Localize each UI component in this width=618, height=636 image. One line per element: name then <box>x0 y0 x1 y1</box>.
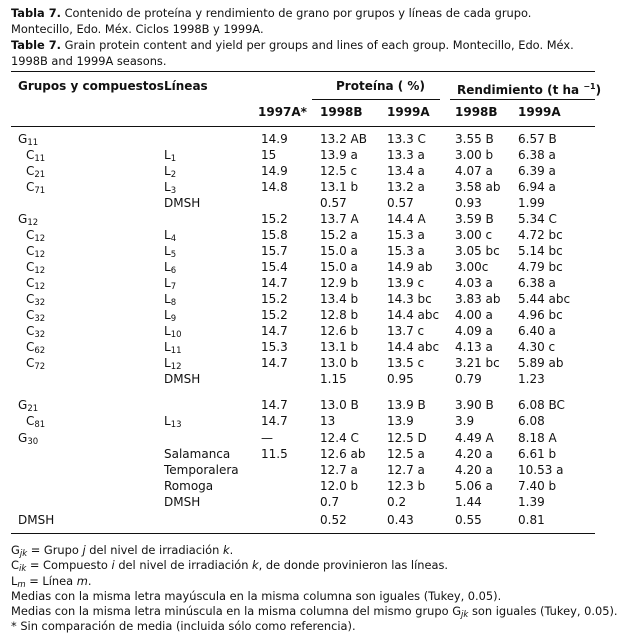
value-r99: 6.38 a <box>518 148 556 162</box>
value-p98: 0.57 <box>320 196 347 210</box>
line-subscript: 13 <box>170 420 182 430</box>
line-subscript: 6 <box>170 266 177 276</box>
value-r99: 1.39 <box>518 495 545 509</box>
group-subscript: 21 <box>27 404 39 414</box>
value-p99: 13.9 B <box>387 398 426 412</box>
value-r99: 6.39 a <box>518 164 556 178</box>
line-subscript: 8 <box>170 298 177 308</box>
group-letter: C <box>26 356 35 370</box>
group-subscript: 32 <box>34 314 46 324</box>
group-cell <box>18 513 54 528</box>
value-p99: 14.3 bc <box>387 292 432 306</box>
line-letter: L <box>164 244 171 258</box>
group-subscript: 12 <box>34 234 46 244</box>
line-subscript: 2 <box>170 170 177 180</box>
group-letter: C <box>26 244 35 258</box>
line-subscript: 1 <box>170 154 177 164</box>
value-p98: 13.0 B <box>320 398 359 412</box>
value-v1997: — <box>261 431 273 445</box>
value-r98: 4.49 A <box>455 431 494 445</box>
value-p99: 14.4 A <box>387 212 426 226</box>
footnote-text: = Compuesto <box>26 558 112 572</box>
footnote-text: del nivel de irradiación <box>114 558 253 572</box>
line-letter: L <box>164 308 171 322</box>
line-cell <box>164 372 200 387</box>
value-r98: 0.93 <box>455 196 482 210</box>
value-p98: 13.7 A <box>320 212 359 226</box>
caption-en-text: Grain protein content and yield per groups and lines of each group. Montecillo, Edo. Méx. 1998B and 1999A seasons. <box>11 38 574 68</box>
line-letter: L <box>164 260 171 274</box>
line-letter: Temporalera <box>164 463 239 477</box>
value-r98: 3.83 ab <box>455 292 501 306</box>
yield-header-rule <box>450 99 595 100</box>
value-r98: 4.20 a <box>455 463 493 477</box>
header-col-1997: 1997A* <box>258 105 307 119</box>
caption-spanish <box>11 6 595 37</box>
value-v1997: 14.7 <box>261 414 288 428</box>
group-letter: G <box>18 132 28 146</box>
value-v1997: 15 <box>261 148 277 162</box>
footnote-variable: j <box>82 543 86 557</box>
header-col-yield-1998: 1998B <box>455 105 498 119</box>
value-p98: 12.6 b <box>320 324 359 338</box>
value-r98: 3.59 B <box>455 212 494 226</box>
line-cell <box>164 495 200 510</box>
value-p98: 13.9 a <box>320 148 358 162</box>
header-col-yield-1999: 1999A <box>518 105 561 119</box>
value-p98: 0.7 <box>320 495 340 509</box>
value-p99: 0.57 <box>387 196 414 210</box>
group-letter: C <box>26 260 35 274</box>
line-letter: L <box>164 180 171 194</box>
header-yield-exponent: −1 <box>583 82 596 91</box>
value-r98: 4.09 a <box>455 324 493 338</box>
value-r98: 1.44 <box>455 495 482 509</box>
value-r98: 3.21 bc <box>455 356 500 370</box>
line-subscript: 3 <box>170 186 177 196</box>
header-yield <box>457 79 601 98</box>
value-p99: 13.3 a <box>387 148 425 162</box>
footnote-text: * Sin comparación de media (incluida sólo como referencia). <box>11 619 356 633</box>
group-letter: G <box>18 212 28 226</box>
line-subscript: 4 <box>170 234 177 244</box>
footnote-variable: i <box>111 558 115 572</box>
value-p99: 12.3 b <box>387 479 426 493</box>
value-p98: 13 <box>320 414 336 428</box>
group-letter: C <box>26 324 35 338</box>
value-r99: 6.57 B <box>518 132 557 146</box>
footnote-text: = Grupo <box>27 543 83 557</box>
footnote-text: Medias con la misma letra mayúscula en la misma columna son iguales (Tukey, 0.05). <box>11 589 502 603</box>
caption-english <box>11 38 595 69</box>
value-r98: 4.20 a <box>455 447 493 461</box>
table-bottom-rule <box>11 533 595 534</box>
value-r99: 8.18 A <box>518 431 557 445</box>
group-cell <box>18 431 38 450</box>
value-r98: 5.06 a <box>455 479 493 493</box>
group-subscript: 12 <box>34 282 46 292</box>
footnote-symbol: L <box>11 574 18 588</box>
value-r98: 0.79 <box>455 372 482 386</box>
group-subscript: 12 <box>34 250 46 260</box>
value-p99: 12.5 a <box>387 447 425 461</box>
line-letter: L <box>164 324 171 338</box>
value-p98: 12.0 b <box>320 479 359 493</box>
value-p99: 13.9 <box>387 414 414 428</box>
value-r99: 4.96 bc <box>518 308 563 322</box>
value-r98: 4.07 a <box>455 164 493 178</box>
group-letter: C <box>26 308 35 322</box>
value-v1997: 15.2 <box>261 308 288 322</box>
value-p98: 15.0 a <box>320 260 358 274</box>
group-subscript: 32 <box>34 298 46 308</box>
header-groups: Grupos y compuestos <box>18 79 164 93</box>
line-letter: L <box>164 356 171 370</box>
value-r99: 5.34 C <box>518 212 557 226</box>
value-p98: 13.2 AB <box>320 132 367 146</box>
footnote-text: Medias con la misma letra minúscula en la misma columna del mismo grupo G <box>11 604 462 618</box>
group-letter: C <box>26 228 35 242</box>
group-letter: C <box>26 276 35 290</box>
value-v1997: 11.5 <box>261 447 288 461</box>
value-r98: 3.9 <box>455 414 475 428</box>
footnote-text: . <box>87 574 92 588</box>
line-letter: L <box>164 148 171 162</box>
value-r99: 7.40 b <box>518 479 557 493</box>
value-r98: 3.00c <box>455 260 489 274</box>
value-r99: 0.81 <box>518 513 545 527</box>
value-v1997: 15.4 <box>261 260 288 274</box>
value-r98: 0.55 <box>455 513 482 527</box>
value-p99: 13.7 c <box>387 324 425 338</box>
line-cell <box>164 479 213 494</box>
group-subscript: 11 <box>27 138 39 148</box>
value-r99: 4.30 c <box>518 340 556 354</box>
value-v1997: 15.7 <box>261 244 288 258</box>
group-letter: C <box>26 414 35 428</box>
value-r99: 6.38 a <box>518 276 556 290</box>
group-subscript: 12 <box>27 218 39 228</box>
value-r98: 4.13 a <box>455 340 493 354</box>
footnote-symbol: C <box>11 558 19 572</box>
group-subscript: 32 <box>34 330 46 340</box>
value-p98: 13.4 b <box>320 292 359 306</box>
value-p99: 12.7 a <box>387 463 425 477</box>
value-v1997: 15.2 <box>261 212 288 226</box>
header-bottom-rule <box>11 126 595 127</box>
line-letter: L <box>164 340 171 354</box>
line-cell <box>164 414 182 433</box>
value-p98: 13.1 b <box>320 340 359 354</box>
line-letter: Salamanca <box>164 447 231 461</box>
value-p98: 15.0 a <box>320 244 358 258</box>
value-v1997: 14.9 <box>261 132 288 146</box>
value-r99: 4.72 bc <box>518 228 563 242</box>
value-p99: 15.3 a <box>387 228 425 242</box>
value-v1997: 15.2 <box>261 292 288 306</box>
value-p98: 15.2 a <box>320 228 358 242</box>
header-col-protein-1998: 1998B <box>320 105 363 119</box>
header-protein: Proteína ( %) <box>336 79 425 93</box>
value-v1997: 14.9 <box>261 164 288 178</box>
group-subscript: 21 <box>34 170 46 180</box>
footnote-text: = Línea <box>25 574 77 588</box>
value-r99: 6.08 <box>518 414 545 428</box>
value-v1997: 14.7 <box>261 398 288 412</box>
line-letter: DMSH <box>164 196 201 210</box>
footnote-text: , de donde provinieron las líneas. <box>258 558 448 572</box>
value-r98: 3.90 B <box>455 398 494 412</box>
value-r99: 6.40 a <box>518 324 556 338</box>
value-p99: 15.3 a <box>387 244 425 258</box>
line-subscript: 10 <box>170 330 182 340</box>
group-subscript: 11 <box>34 154 46 164</box>
value-v1997: 15.3 <box>261 340 288 354</box>
group-subscript: 72 <box>34 362 46 372</box>
line-letter: L <box>164 228 171 242</box>
line-subscript: 7 <box>170 282 177 292</box>
value-p99: 14.4 abc <box>387 340 440 354</box>
group-subscript: 62 <box>34 346 46 356</box>
group-subscript: 30 <box>27 437 39 447</box>
footnote <box>11 619 356 634</box>
footnote-subscript: jk <box>19 549 28 559</box>
footnote-subscript: m <box>17 580 26 590</box>
value-v1997: 15.8 <box>261 228 288 242</box>
group-letter: DMSH <box>18 513 55 527</box>
line-subscript: 9 <box>170 314 177 324</box>
caption-en-label: Table 7. <box>11 38 61 52</box>
value-v1997: 14.8 <box>261 180 288 194</box>
footnote-variable: k <box>252 558 259 572</box>
value-v1997: 14.7 <box>261 276 288 290</box>
group-subscript: 71 <box>34 186 46 196</box>
value-r99: 1.99 <box>518 196 545 210</box>
line-letter: DMSH <box>164 372 201 386</box>
footnote-text: . <box>229 543 234 557</box>
value-r98: 4.00 a <box>455 308 493 322</box>
value-p98: 1.15 <box>320 372 347 386</box>
header-yield-close: ) <box>595 83 602 97</box>
value-r99: 6.61 b <box>518 447 557 461</box>
header-lines: Líneas <box>164 79 208 93</box>
value-p98: 12.4 C <box>320 431 359 445</box>
value-p99: 0.95 <box>387 372 414 386</box>
value-p99: 13.3 C <box>387 132 426 146</box>
group-letter: C <box>26 180 35 194</box>
value-r99: 6.08 BC <box>518 398 565 412</box>
table-top-rule <box>11 71 595 72</box>
value-p99: 13.9 c <box>387 276 425 290</box>
value-v1997: 14.7 <box>261 356 288 370</box>
value-r98: 3.05 bc <box>455 244 500 258</box>
value-p98: 12.5 c <box>320 164 358 178</box>
footnote-text: del nivel de irradiación <box>85 543 223 557</box>
value-r99: 1.23 <box>518 372 545 386</box>
value-r98: 3.58 ab <box>455 180 501 194</box>
footnote-variable: m <box>76 574 88 588</box>
value-r99: 4.79 bc <box>518 260 563 274</box>
value-p99: 14.4 abc <box>387 308 440 322</box>
value-p99: 0.43 <box>387 513 414 527</box>
value-r98: 3.00 c <box>455 228 493 242</box>
value-p99: 12.5 D <box>387 431 427 445</box>
value-p99: 13.4 a <box>387 164 425 178</box>
value-p99: 13.2 a <box>387 180 425 194</box>
group-letter: G <box>18 431 28 445</box>
line-letter: Romoga <box>164 479 214 493</box>
group-subscript: 81 <box>34 420 46 430</box>
group-letter: G <box>18 398 28 412</box>
group-cell <box>26 180 45 199</box>
group-letter: C <box>26 340 35 354</box>
line-letter: DMSH <box>164 495 201 509</box>
value-p99: 14.9 ab <box>387 260 433 274</box>
value-p98: 13.0 b <box>320 356 359 370</box>
protein-header-rule <box>312 99 440 100</box>
footnote-variable: k <box>222 543 230 557</box>
footnote <box>11 589 501 604</box>
value-r99: 6.94 a <box>518 180 556 194</box>
group-cell <box>26 356 45 375</box>
value-p98: 12.9 b <box>320 276 359 290</box>
value-r99: 5.44 abc <box>518 292 571 306</box>
value-p98: 0.52 <box>320 513 347 527</box>
footnote-subscript: ik <box>18 564 27 574</box>
line-letter: L <box>164 292 171 306</box>
footnote-subscript: jk <box>461 610 469 620</box>
value-r99: 5.14 bc <box>518 244 563 258</box>
value-r98: 4.03 a <box>455 276 493 290</box>
line-subscript: 5 <box>170 250 177 260</box>
value-r98: 3.55 B <box>455 132 494 146</box>
line-subscript: 11 <box>170 346 182 356</box>
value-p98: 12.8 b <box>320 308 359 322</box>
line-cell <box>164 447 230 462</box>
value-p98: 12.6 ab <box>320 447 366 461</box>
value-p99: 13.5 c <box>387 356 425 370</box>
line-letter: L <box>164 414 171 428</box>
value-p98: 12.7 a <box>320 463 358 477</box>
caption-es-label: Tabla 7. <box>11 6 61 20</box>
value-r99: 10.53 a <box>518 463 564 477</box>
line-cell <box>164 196 200 211</box>
footnote-symbol: G <box>11 543 20 557</box>
value-p98: 13.1 b <box>320 180 359 194</box>
caption-es-text: Contenido de proteína y rendimiento de grano por grupos y líneas de cada grupo. Montecillo, Edo. Méx. Ciclos 1998B y 1999A. <box>11 6 532 36</box>
group-letter: C <box>26 164 35 178</box>
value-p99: 0.2 <box>387 495 407 509</box>
value-r98: 3.00 b <box>455 148 494 162</box>
line-cell <box>164 463 239 478</box>
header-yield-text: Rendimiento (t ha <box>457 83 580 97</box>
header-col-protein-1999: 1999A <box>387 105 430 119</box>
line-subscript: 12 <box>170 362 182 372</box>
footnote-text: son iguales (Tukey, 0.05). <box>468 604 618 618</box>
group-letter: C <box>26 148 35 162</box>
line-letter: L <box>164 164 171 178</box>
group-letter: C <box>26 292 35 306</box>
value-v1997: 14.7 <box>261 324 288 338</box>
value-r99: 5.89 ab <box>518 356 564 370</box>
group-subscript: 12 <box>34 266 46 276</box>
line-letter: L <box>164 276 171 290</box>
